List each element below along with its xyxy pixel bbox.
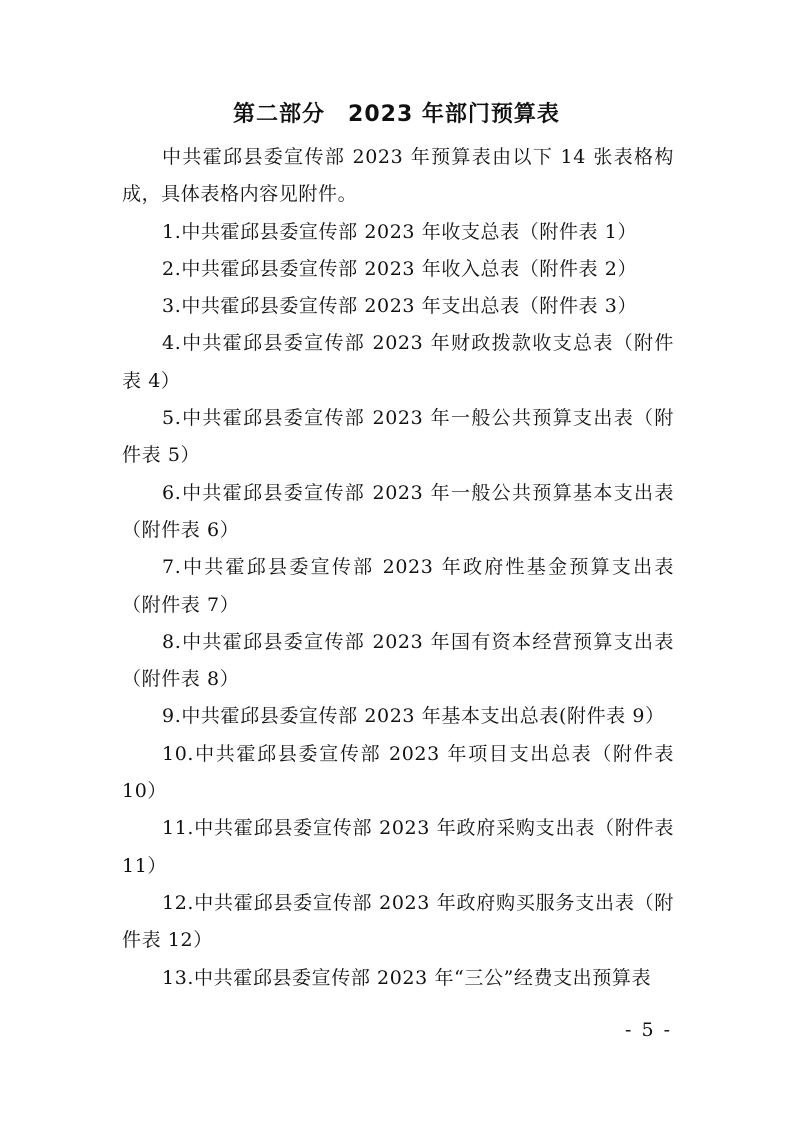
intro-paragraph: 中共霍邱县委宣传部 2023 年预算表由以下 14 张表格构成，具体表格内容见附件。 bbox=[122, 146, 674, 206]
list-item: 3.中共霍邱县委宣传部 2023 年支出总表（附件表 3） bbox=[162, 295, 638, 318]
document-body bbox=[122, 139, 674, 997]
page-number: - 5 - bbox=[624, 1019, 672, 1041]
list-item: 2.中共霍邱县委宣传部 2023 年收入总表（附件表 2） bbox=[162, 257, 638, 280]
list-item: 10.中共霍邱县委宣传部 2023 年项目支出总表（附件表 10） bbox=[122, 742, 674, 803]
list-item: 6.中共霍邱县委宣传部 2023 年一般公共预算基本支出表（附件表 6） bbox=[122, 481, 674, 541]
list-item: 13.中共霍邱县委宣传部 2023 年“三公”经费支出预算表 bbox=[162, 966, 652, 989]
list-item: 11.中共霍邱县委宣传部 2023 年政府采购支出表（附件表 11） bbox=[122, 817, 674, 877]
list-item: 1.中共霍邱县委宣传部 2023 年收支总表（附件表 1） bbox=[162, 220, 638, 243]
page-title: 第二部分 2023 年部门预算表 bbox=[233, 102, 560, 127]
list-item: 7.中共霍邱县委宣传部 2023 年政府性基金预算支出表（附件表 7） bbox=[122, 556, 674, 616]
list-item: 4.中共霍邱县委宣传部 2023 年财政拨款收支总表（附件表 4） bbox=[122, 332, 674, 392]
list-item: 12.中共霍邱县委宣传部 2023 年政府购买服务支出表（附件表 12） bbox=[122, 891, 674, 952]
list-item: 8.中共霍邱县委宣传部 2023 年国有资本经营预算支出表（附件表 8） bbox=[122, 630, 674, 691]
list-item: 9.中共霍邱县委宣传部 2023 年基本支出总表(附件表 9） bbox=[162, 705, 665, 728]
list-item: 5.中共霍邱县委宣传部 2023 年一般公共预算支出表（附件表 5） bbox=[122, 407, 674, 467]
